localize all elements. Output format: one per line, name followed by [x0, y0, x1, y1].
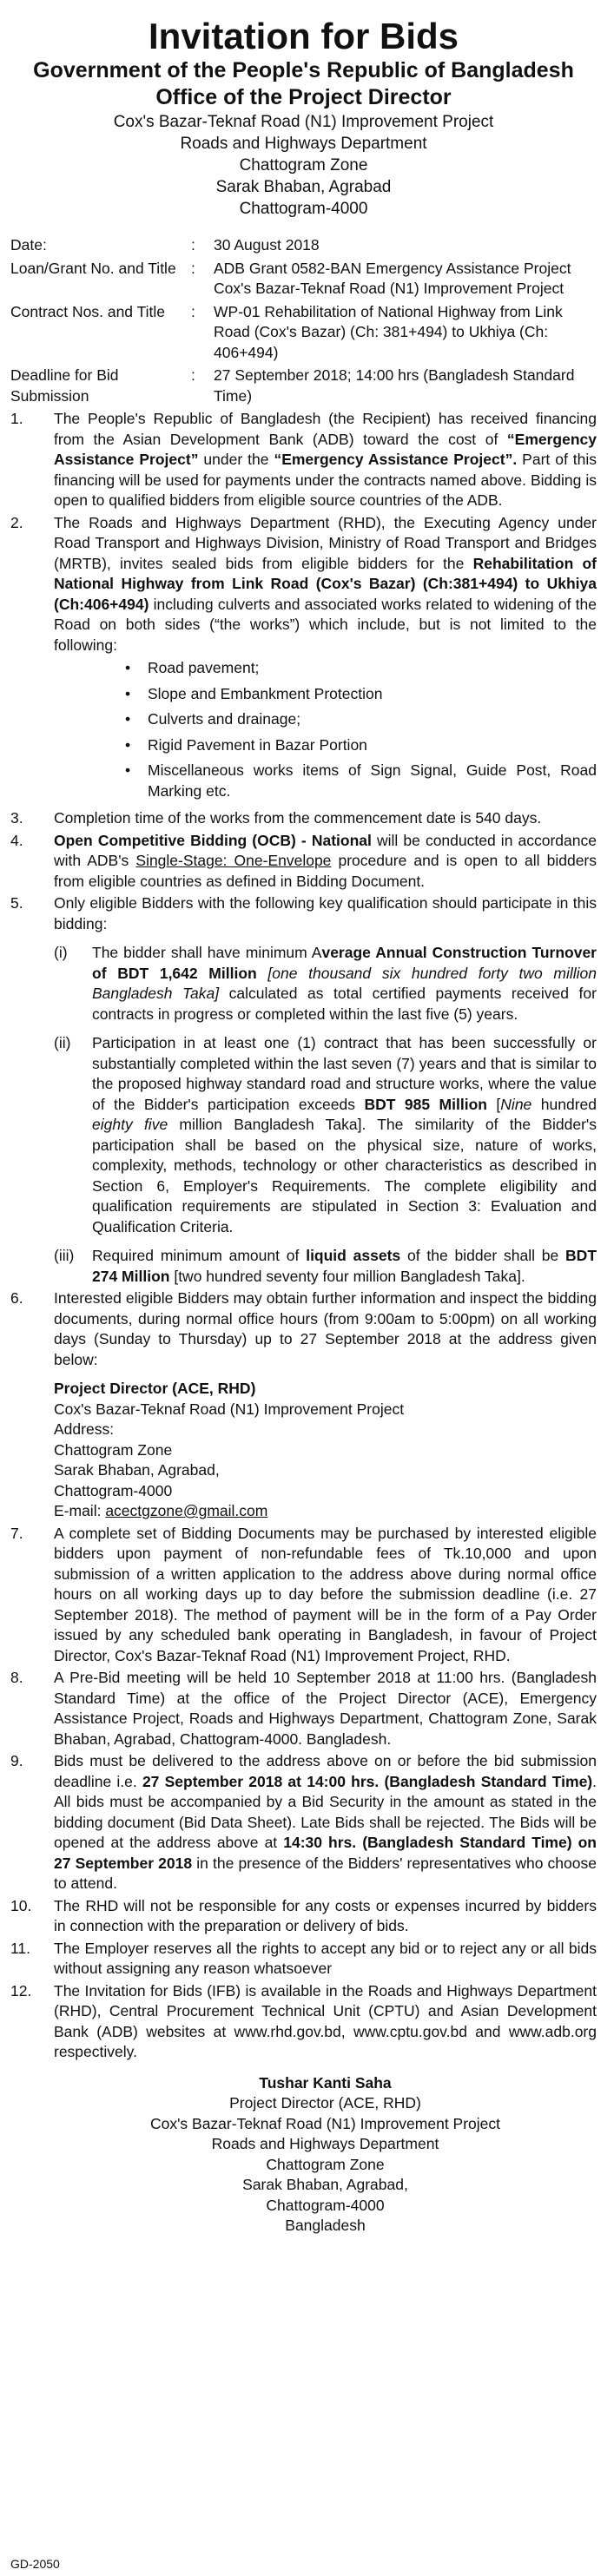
email-link[interactable]: acectgzone@gmail.com	[105, 1502, 268, 1519]
clause-8	[10, 1668, 597, 1749]
clause-text: The People's Republic of Bangladesh (the Recipient) has received financing from the Asian Development Bank (ADB) toward the cost of “Emergency Assistance Project” under the “Emergency Assistance Project”. Part of this financing will be used for payments under the contracts named above. Bidding is open to qualified bidders from eligible source countries of the ADB.	[54, 410, 597, 509]
signatory-role: Project Director (ACE, RHD)	[229, 2094, 421, 2112]
list-item: • Road pavement;	[148, 658, 597, 679]
signature-line: Chattogram-4000	[266, 2196, 385, 2214]
meta-value: 30 August 2018	[214, 236, 320, 254]
signatory-name: Tushar Kanti Saha	[259, 2073, 392, 2092]
clause-3	[10, 808, 597, 829]
meta-colon: :	[191, 366, 195, 384]
clause-10	[10, 1896, 597, 1937]
meta-loan	[10, 259, 597, 300]
clause-text: Only eligible Bidders with the following key qualification should participate in this bidding: (i) The bidder shall have minimum Average Annual Construction Turnover of BDT 1,642 Million [one thousand six hundred forty two million Bangladesh Taka] calculated as total certified payments received for contracts in progress or completed within the last five (5) years. (ii) Participation in at least one (1) contract that has been successfully or substantially completed within the last seven (7) years and that is similar to the proposed highway standard road and structure works, where the value of the Bidder's participation exceeds BDT 985 Million [Nine hundred eighty five million Bangladesh Taka]. The similarity of the Bidder's participation shall be based on the physical size, nature of works, complexity, methods, technology or other characteristics as described in Section 6, Employer's Requirements. The complete eligibility and qualification requirements are stipulated in Section 3: Evaluation and Qualification Criteria. (iii) Required minimum amount of liquid assets of the bidder shall be BDT 274 Million [two hundred seventy four million Bangladesh Taka].	[54, 893, 597, 1287]
clause-11	[10, 1939, 597, 1980]
clause-number: 6.	[10, 1289, 23, 1307]
clause-number: 9.	[10, 1752, 23, 1769]
sub-clause-text: The bidder shall have minimum Average Annual Construction Turnover of BDT 1,642 Million [one thousand six hundred forty two million Bangladesh Taka] calculated as total certified payments received for contracts in progress or completed within the last five (5) years.	[92, 944, 597, 1023]
clause-6	[10, 1288, 597, 1522]
sub-clause-text: Participation in at least one (1) contract that has been successfully or substantially completed within the last seven (7) years and that is similar to the proposed highway standard road and structure works, where the value of the Bidder's participation exceeds BDT 985 Million [Nine hundred eighty five million Bangladesh Taka]. The similarity of the Bidder's participation shall be based on the physical size, nature of works, complexity, methods, technology or other characteristics as described in Section 6, Employer's Requirements. The complete eligibility and qualification requirements are stipulated in Section 3: Evaluation and Qualification Criteria.	[92, 1034, 597, 1235]
clause-text: The RHD will not be responsible for any costs or expenses incurred by bidders in connection with the preparation or delivery of bids.	[54, 1896, 597, 1934]
clause-text: The Employer reserves all the rights to accept any bid or to reject any or all bids without assigning any reason whatsoever	[54, 1939, 597, 1977]
sub-clause-i	[54, 943, 597, 1024]
clause-number: 10.	[10, 1896, 32, 1914]
sub-clause-ii	[54, 1033, 597, 1237]
sub-clause-number: (ii)	[54, 1034, 71, 1051]
clause-number: 8.	[10, 1669, 23, 1686]
clause-4	[10, 831, 597, 893]
page-title: Invitation for Bids	[149, 16, 459, 56]
signature-line: Roads and Highways Department	[211, 2135, 439, 2152]
clause-text: Bids must be delivered to the address above on or before the bid submission deadline i.e. 27 September 2018 at 14:00 hrs. (Bangladesh Standard Time). All bids must be accompanied by a Bid Security in the amount as stated in the bidding document (Bid Data Sheet). Late Bids shall be rejected. The Bids will be opened at the address above at 14:30 hrs. (Bangladesh Standard Time) on 27 September 2018 in the presence of the Bidders' representatives who choose to attend.	[54, 1752, 597, 1892]
clause-text: A complete set of Bidding Documents may be purchased by interested eligible bidders upon payment of non-refundable fees of Tk.10,000 and upon submission of a written application to the address above during normal office hours on all working days up to day before the submission deadline (i.e. 27 September 2018). The method of payment will be in the form of a Pay Order issued by any scheduled bank operating in Bangladesh, in favour of Project Director, Cox's Bazar-Teknaf Road (N1) Improvement Project, RHD.	[54, 1524, 597, 1664]
clause-text: The Invitation for Bids (IFB) is available in the Roads and Highways Department (RHD), Central Procurement Technical Unit (CPTU) and Asian Development Bank (ADB) websites at www.rhd.gov.bd, www.cptu.gov.bd and www.adb.org respectively.	[54, 1981, 597, 2060]
list-item: • Slope and Embankment Protection	[148, 684, 597, 705]
clause-12	[10, 1981, 597, 2063]
meta-value: WP-01 Rehabilitation of National Highway from Link Road (Cox's Bazar) (Ch: 381+494) to Ukhiya (Ch: 406+494)	[214, 302, 563, 361]
signature-line: Sarak Bhaban, Agrabad,	[242, 2176, 408, 2193]
meta-label: Contract Nos. and Title	[10, 302, 165, 320]
meta-deadline	[10, 366, 597, 406]
sub-clause-number: (iii)	[54, 1247, 75, 1264]
clause-number: 1.	[10, 410, 23, 427]
clause-number: 7.	[10, 1524, 23, 1542]
meta-label: Deadline for Bid Submission	[10, 366, 119, 405]
list-item: • Miscellaneous works items of Sign Signal, Guide Post, Road Marking etc.	[148, 761, 597, 801]
signature-line: Cox's Bazar-Teknaf Road (N1) Improvement Project	[149, 2114, 501, 2132]
clause-number: 12.	[10, 1981, 32, 2000]
address-line: Chattogram-4000	[54, 1481, 173, 1499]
meta-contract	[10, 302, 597, 364]
address-line: Sarak Bhaban, Agrabad,	[54, 1461, 220, 1479]
meta-value: 27 September 2018; 14:00 hrs (Bangladesh Standard Time)	[214, 366, 575, 405]
clause-2	[10, 513, 597, 807]
works-list	[54, 658, 597, 801]
meta-colon: :	[191, 259, 195, 277]
meta-label: Loan/Grant No. and Title	[10, 259, 176, 277]
list-item: • Rigid Pavement in Bazar Portion	[148, 735, 597, 756]
meta-label: Date:	[10, 236, 47, 254]
office-name: Office of the Project Director	[155, 85, 452, 109]
document-code: GD-2050	[10, 2557, 60, 2571]
meta-value: ADB Grant 0582-BAN Emergency Assistance Project Cox's Bazar-Teknaf Road (N1) Improvement Project	[214, 259, 571, 297]
header-department: Roads and Highways Department	[180, 135, 427, 153]
meta-colon: :	[191, 302, 195, 320]
header-address: Sarak Bhaban, Agrabad	[215, 178, 392, 196]
clause-9	[10, 1751, 597, 1894]
bid-metadata	[10, 235, 597, 406]
clause-5	[10, 893, 597, 1287]
clause-text: The Roads and Highways Department (RHD), the Executing Agency under Road Transport and Highways Division, Ministry of Road Transport and Bridges (MRTB), invites sealed bids from eligible bidders for the Rehabilitation of National Highway from Link Road (Cox's Bazar) (Ch:381+494) to Ukhiya (Ch:406+494) including culverts and associated works related to widening of the Road on both sides (“the works”) which include, but is not limited to the following: • Road pavement; • Slope and Embankment Protection • Culverts and drainage; • Rigid Pavement in Bazar Portion • Miscellaneous works items of Sign Signal, Guide Post, Road Marking etc.	[54, 513, 597, 807]
header-project: Cox's Bazar-Teknaf Road (N1) Improvement Project	[113, 113, 494, 131]
clauses	[10, 409, 597, 2063]
clause-number: 3.	[10, 809, 23, 827]
meta-colon: :	[191, 236, 195, 254]
header-zone: Chattogram Zone	[239, 156, 368, 175]
address-title: Project Director (ACE, RHD)	[54, 1380, 256, 1397]
sub-clause-iii	[54, 1246, 597, 1287]
sub-clause-text: Required minimum amount of liquid assets of the bidder shall be BDT 274 Million [two hundred seventy four million Bangladesh Taka].	[92, 1247, 597, 1285]
government-name: Government of the People's Republic of Bangladesh	[33, 58, 574, 82]
address-line: Chattogram Zone	[54, 1440, 173, 1459]
clause-number: 11.	[10, 1939, 31, 1957]
clause-text: Open Competitive Bidding (OCB) - National will be conducted in accordance with ADB's Single-Stage: One-Envelope procedure and is open to all bidders from eligible countries as defined in Bidding Document.	[54, 831, 597, 890]
clause-number: 2.	[10, 513, 23, 531]
clause-number: 5.	[10, 894, 23, 912]
signature-line: Chattogram Zone	[266, 2155, 385, 2173]
meta-date	[10, 235, 597, 256]
email-line: E-mail: acectgzone@gmail.com	[54, 1502, 268, 1519]
header-city: Chattogram-4000	[239, 200, 368, 218]
clause-number: 4.	[10, 831, 23, 849]
signature-block	[54, 2073, 597, 2237]
clause-1	[10, 409, 597, 511]
clause-7	[10, 1524, 597, 1667]
clause-text: Completion time of the works from the commencement date is 540 days.	[54, 809, 542, 827]
signature-line: Bangladesh	[285, 2217, 366, 2234]
list-item: • Culverts and drainage;	[148, 709, 597, 730]
clause-text: Interested eligible Bidders may obtain further information and inspect the bidding documents, during normal office hours (from 9:00am to 5:00pm) on all working days (Sunday to Thursday) up to 27 September 2018 at the address given below: Project Director (ACE, RHD) Cox's Bazar-Teknaf Road (N1) Improvement Project Address: Chattogram Zone Sarak Bhaban, Agrabad, Chattogram-4000 E-mail: acectgzone@gmail.com	[54, 1288, 597, 1522]
address-line: Address:	[54, 1420, 115, 1438]
clause-text: A Pre-Bid meeting will be held 10 September 2018 at 11:00 hrs. (Bangladesh Standard Time) at the office of the Project Director (ACE), Emergency Assistance Project, Roads and Highways Department, Chattogram Zone, Sarak Bhaban, Agrabad, Chattogram-4000. Bangladesh.	[54, 1669, 597, 1748]
contact-address	[54, 1379, 597, 1522]
sub-clause-number: (i)	[54, 944, 68, 961]
address-line: Cox's Bazar-Teknaf Road (N1) Improvement Project	[54, 1400, 405, 1418]
